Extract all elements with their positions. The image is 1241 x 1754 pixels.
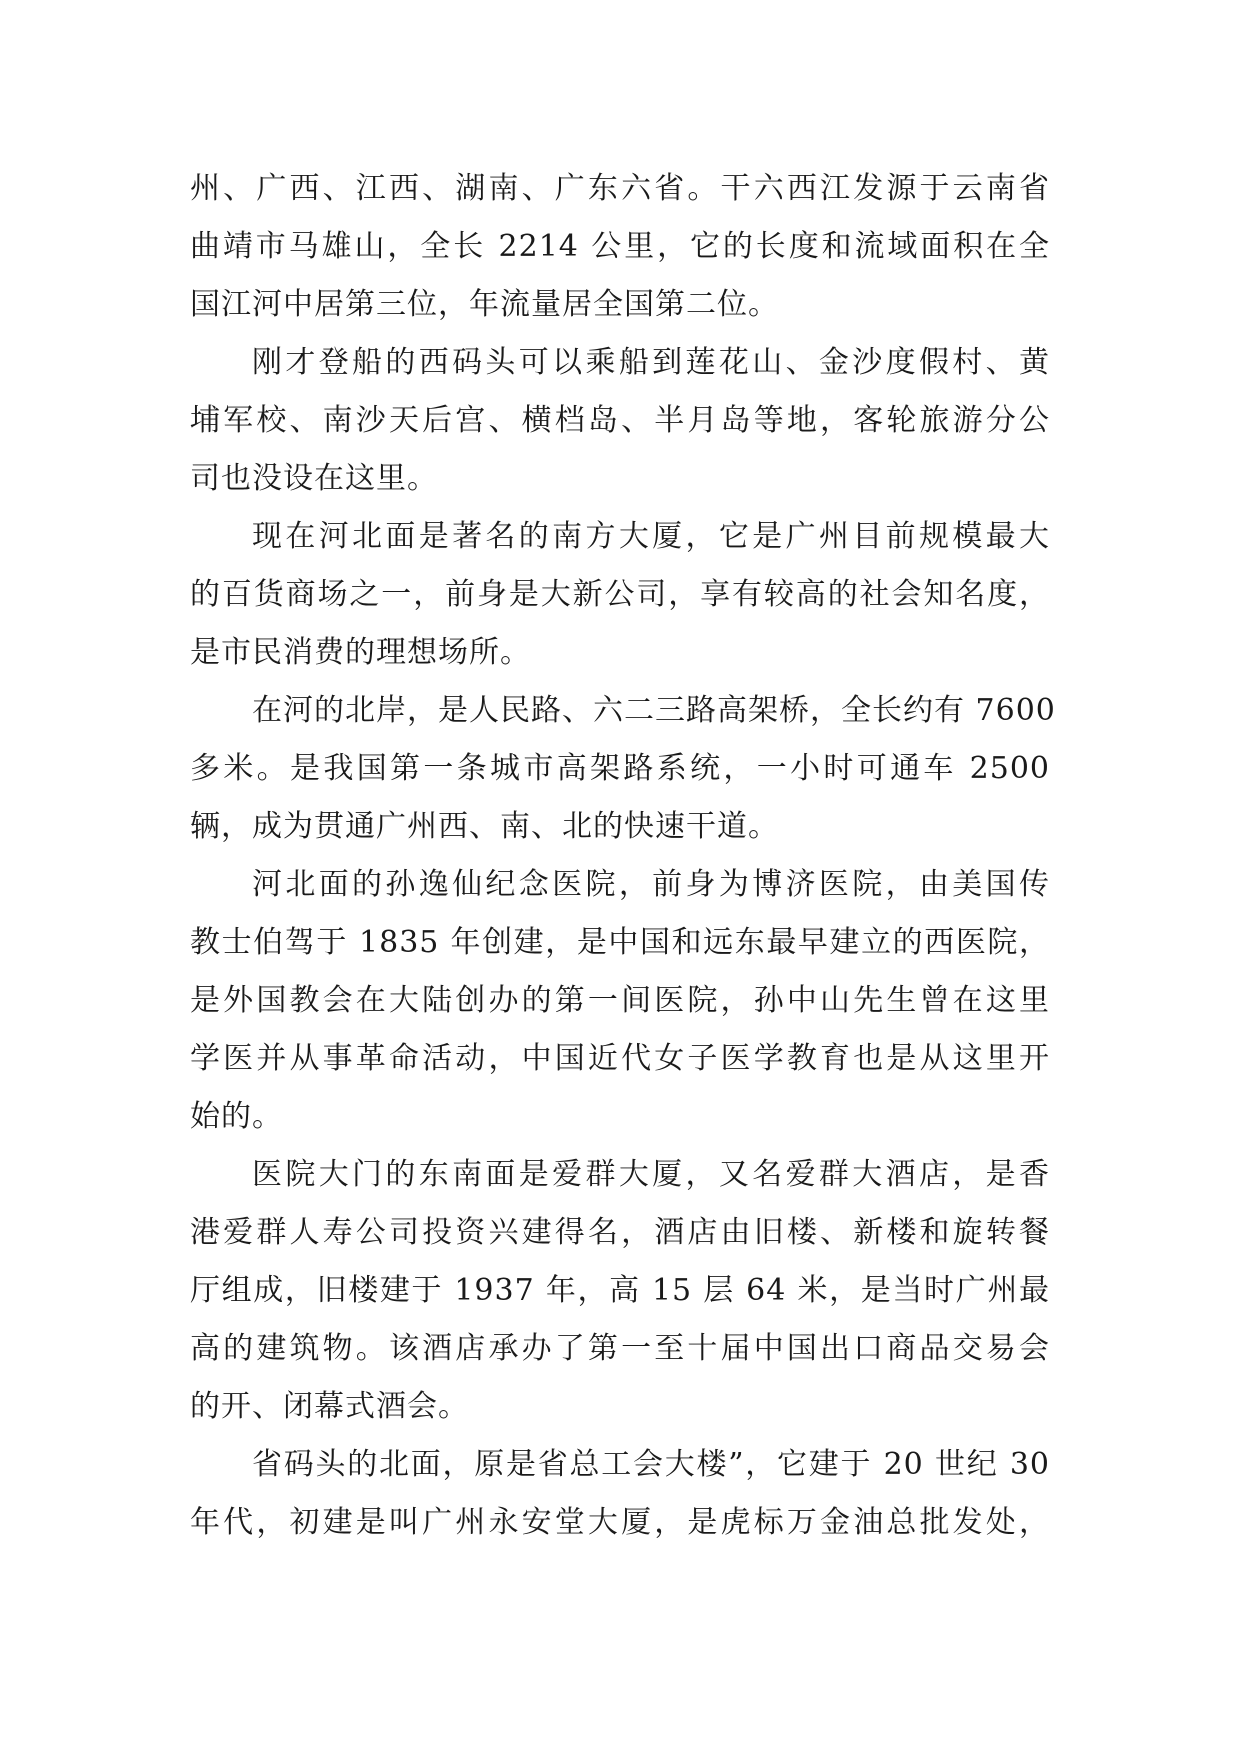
text-line: 医院大门的东南面是爱群大厦，又名爱群大酒店，是香	[252, 1157, 1050, 1192]
text-line: 教士伯驾于 1835 年创建，是中国和远东最早建立的西医院，	[190, 925, 1050, 960]
text-line: 多米。是我国第一条城市高架路系统，一小时可通车 2500	[190, 751, 1050, 786]
text-line: 曲靖市马雄山，全长 2214 公里，它的长度和流域面积在全	[190, 229, 1050, 264]
text-line: 辆，成为贯通广州西、南、北的快速干道。	[190, 809, 779, 844]
text-line: 现在河北面是著名的南方大厦，它是广州目前规模最大	[252, 519, 1050, 554]
text-line: 年代，初建是叫广州永安堂大厦，是虎标万金油总批发处，	[190, 1505, 1050, 1540]
text-line: 是外国教会在大陆创办的第一间医院，孙中山先生曾在这里	[190, 983, 1050, 1018]
text-line: 司也没设在这里。	[190, 461, 438, 496]
text-line: 州、广西、江西、湖南、广东六省。干六西江发源于云南省	[190, 171, 1050, 206]
text-line: 省码头的北面，原是省总工会大楼”，它建于 20 世纪 30	[252, 1447, 1050, 1482]
text-line: 始的。	[190, 1099, 283, 1134]
text-line: 国江河中居第三位，年流量居全国第二位。	[190, 287, 779, 322]
text-line: 河北面的孙逸仙纪念医院，前身为博济医院，由美国传	[252, 867, 1050, 902]
text-line: 厅组成，旧楼建于 1937 年，高 15 层 64 米，是当时广州最	[190, 1273, 1050, 1308]
text-line: 在河的北岸，是人民路、六二三路高架桥，全长约有 7600	[252, 693, 1056, 728]
text-line: 的开、闭幕式酒会。	[190, 1389, 469, 1424]
text-line: 学医并从事革命活动，中国近代女子医学教育也是从这里开	[190, 1041, 1050, 1076]
document-body	[190, 160, 1056, 1552]
text-line: 的百货商场之一，前身是大新公司，享有较高的社会知名度，	[190, 577, 1050, 612]
text-line: 是市民消费的理想场所。	[190, 635, 531, 670]
text-line: 刚才登船的西码头可以乘船到莲花山、金沙度假村、黄	[252, 345, 1050, 380]
text-line: 高的建筑物。该酒店承办了第一至十届中国出口商品交易会	[190, 1331, 1050, 1366]
text-line: 埔军校、南沙天后宫、横档岛、半月岛等地，客轮旅游分公	[190, 403, 1050, 438]
text-line: 港爱群人寿公司投资兴建得名，酒店由旧楼、新楼和旋转餐	[190, 1215, 1050, 1250]
